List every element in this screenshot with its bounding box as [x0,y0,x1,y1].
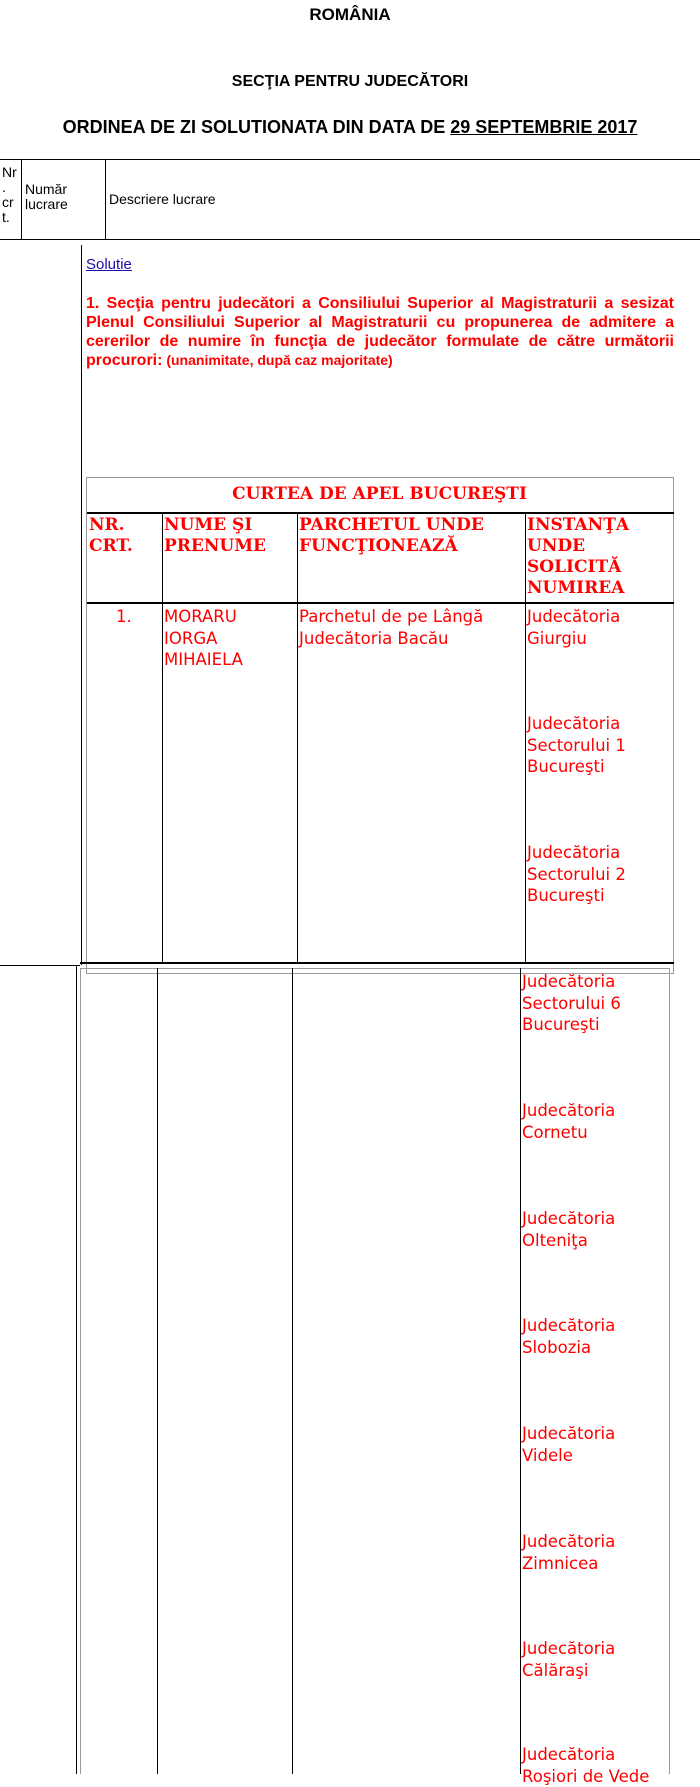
row-nr: 1. [116,607,132,626]
body-col-divider [81,245,82,965]
court-page2-col-divider-1 [157,968,158,1774]
col-header-numar-lucrare: Număr lucrare [25,181,68,212]
page-break-line [0,965,80,966]
col-divider-1 [21,159,22,239]
court-page2-top-line [80,962,670,964]
instanta-item: Judecătoria Sectorului 1 Bucureşti [527,714,626,776]
section-title: SECŢIA PENTRU JUDECĂTORI [231,73,469,90]
row-nume: MORARU IORGA MIHAIELA [164,607,243,669]
instanta-item: Judecătoria Sectorului 2 Bucureşti [527,843,626,905]
instanta-item: Judecătoria Cornetu [522,1101,616,1142]
row-parchet: Parchetul de pe Lângă Judecătoria Bacău [299,607,484,648]
body-col-divider-continued [76,965,77,1774]
instanta-item: Judecătoria Giurgiu [527,607,621,648]
court-col-divider-2 [297,512,298,962]
court-col-divider-1 [162,512,163,962]
court-header-nume: NUME ŞI PRENUME [164,515,267,556]
solution-paragraph [86,294,674,370]
country-title: ROMÂNIA [309,5,391,24]
instanta-item: Judecătoria Roşiori de Vede [522,1745,650,1786]
table-header-bottom-border [0,239,700,240]
court-col-divider-3 [525,512,526,962]
court-header-parchet: PARCHETUL UNDE FUNCŢIONEAZĂ [299,515,484,556]
court-page2-col-divider-3 [520,968,521,1774]
court-header-nr: NR. CRT. [89,515,133,556]
order-title [0,117,700,138]
instanta-item: Judecătoria Slobozia [522,1316,616,1357]
order-date: 29 SEPTEMBRIE 2017 [450,117,638,137]
court-header-bottom-line [87,602,674,604]
instanta-item: Judecătoria Sectorului 6 Bucureşti [522,972,621,1034]
instanta-item: Judecătoria Olteniţa [522,1209,616,1250]
solutie-link[interactable]: Solutie [86,256,132,273]
solution-paragraph-note: (unanimitate, după caz majoritate) [162,352,393,368]
instanta-item: Judecătoria Călăraşi [522,1639,616,1680]
instanta-item: Judecătoria Videle [522,1424,616,1465]
court-header-top-line [87,512,674,514]
order-title-prefix: ORDINEA DE ZI SOLUTIONATA DIN DATA DE [62,117,451,137]
solution-paragraph-text: 1. Secţia pentru judecători a Consiliului Superior al Magistraturii a sesizat Plenul Consiliului Superior al Magistraturii cu propunerea de admitere a cererilor de numire în funcţia de judecător formulate de către următorii procurori: [86,295,674,369]
court-name: CURTEA DE APEL BUCUREŞTI [232,484,527,504]
col-header-nr: Nr . cr t. [2,164,17,225]
court-page2-col-divider-2 [292,968,293,1774]
col-header-descriere: Descriere lucrare [109,191,216,207]
instanta-item: Judecătoria Zimnicea [522,1532,616,1573]
court-header-instanta: INSTANŢA UNDE SOLICITĂ NUMIREA [527,515,630,598]
col-divider-2 [105,159,106,239]
